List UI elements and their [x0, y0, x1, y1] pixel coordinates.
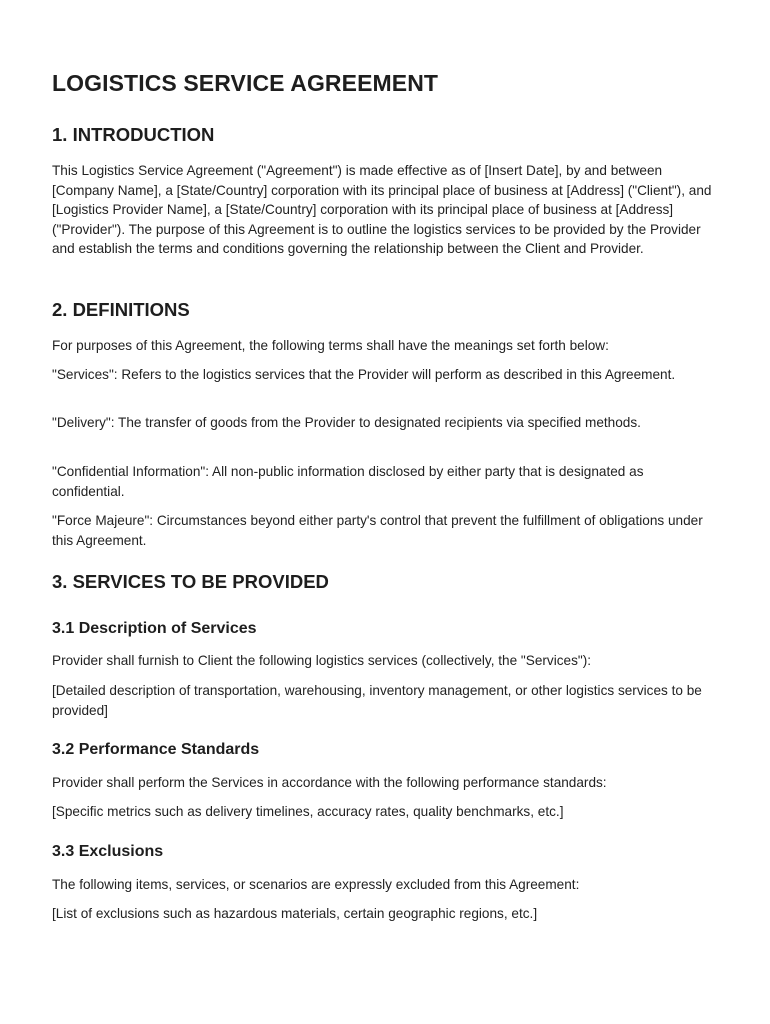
- definitions-intro-paragraph: For purposes of this Agreement, the following terms shall have the meanings set forth below:: [52, 338, 609, 353]
- performance-standards-paragraph: Provider shall perform the Services in accordance with the following performance standards:: [52, 775, 607, 790]
- subsection-heading-exclusions: 3.3 Exclusions: [52, 843, 164, 860]
- section-heading-definitions: 2. DEFINITIONS: [52, 299, 190, 320]
- section-heading-services-to-be-provided: 3. SERVICES TO BE PROVIDED: [52, 571, 329, 592]
- description-of-services-placeholder: [Detailed description of transportation, warehousing, inventory management, or other logistics services to be provided]: [52, 683, 702, 718]
- subsection-heading-performance-standards: 3.2 Performance Standards: [52, 741, 260, 758]
- section-heading-introduction: 1. INTRODUCTION: [52, 124, 215, 145]
- exclusions-paragraph: The following items, services, or scenarios are expressly excluded from this Agreement:: [52, 877, 580, 892]
- performance-standards-placeholder: [Specific metrics such as delivery timelines, accuracy rates, quality benchmarks, etc.]: [52, 804, 564, 819]
- document-title: LOGISTICS SERVICE AGREEMENT: [52, 70, 439, 96]
- definition-services: "Services": Refers to the logistics services that the Provider will perform as described in this Agreement.: [52, 367, 676, 382]
- definition-force-majeure: "Force Majeure": Circumstances beyond either party's control that prevent the fulfillment of obligations under this Agreement.: [52, 513, 703, 548]
- definition-confidential-information: "Confidential Information": All non-public information disclosed by either party that is designated as confidential.: [52, 464, 644, 499]
- exclusions-placeholder: [List of exclusions such as hazardous materials, certain geographic regions, etc.]: [52, 906, 538, 921]
- introduction-paragraph: This Logistics Service Agreement ("Agreement") is made effective as of [Insert Date], by and between [Company Name], a [State/Country] corporation with its principal place of business at [Address] ("Client"), and [Logistics Provider Name], a [State/Country] corporation with its principal place of business at [Address] ("Provider"). The purpose of this Agreement is to outline the logistics services to be provided by the Provider and establish the terms and conditions governing the relationship between the Client and Provider.: [52, 163, 712, 256]
- subsection-heading-description-of-services: 3.1 Description of Services: [52, 620, 257, 637]
- description-of-services-paragraph: Provider shall furnish to Client the following logistics services (collectively, the "Services"):: [52, 653, 592, 668]
- definition-delivery: "Delivery": The transfer of goods from the Provider to designated recipients via specified methods.: [52, 415, 641, 430]
